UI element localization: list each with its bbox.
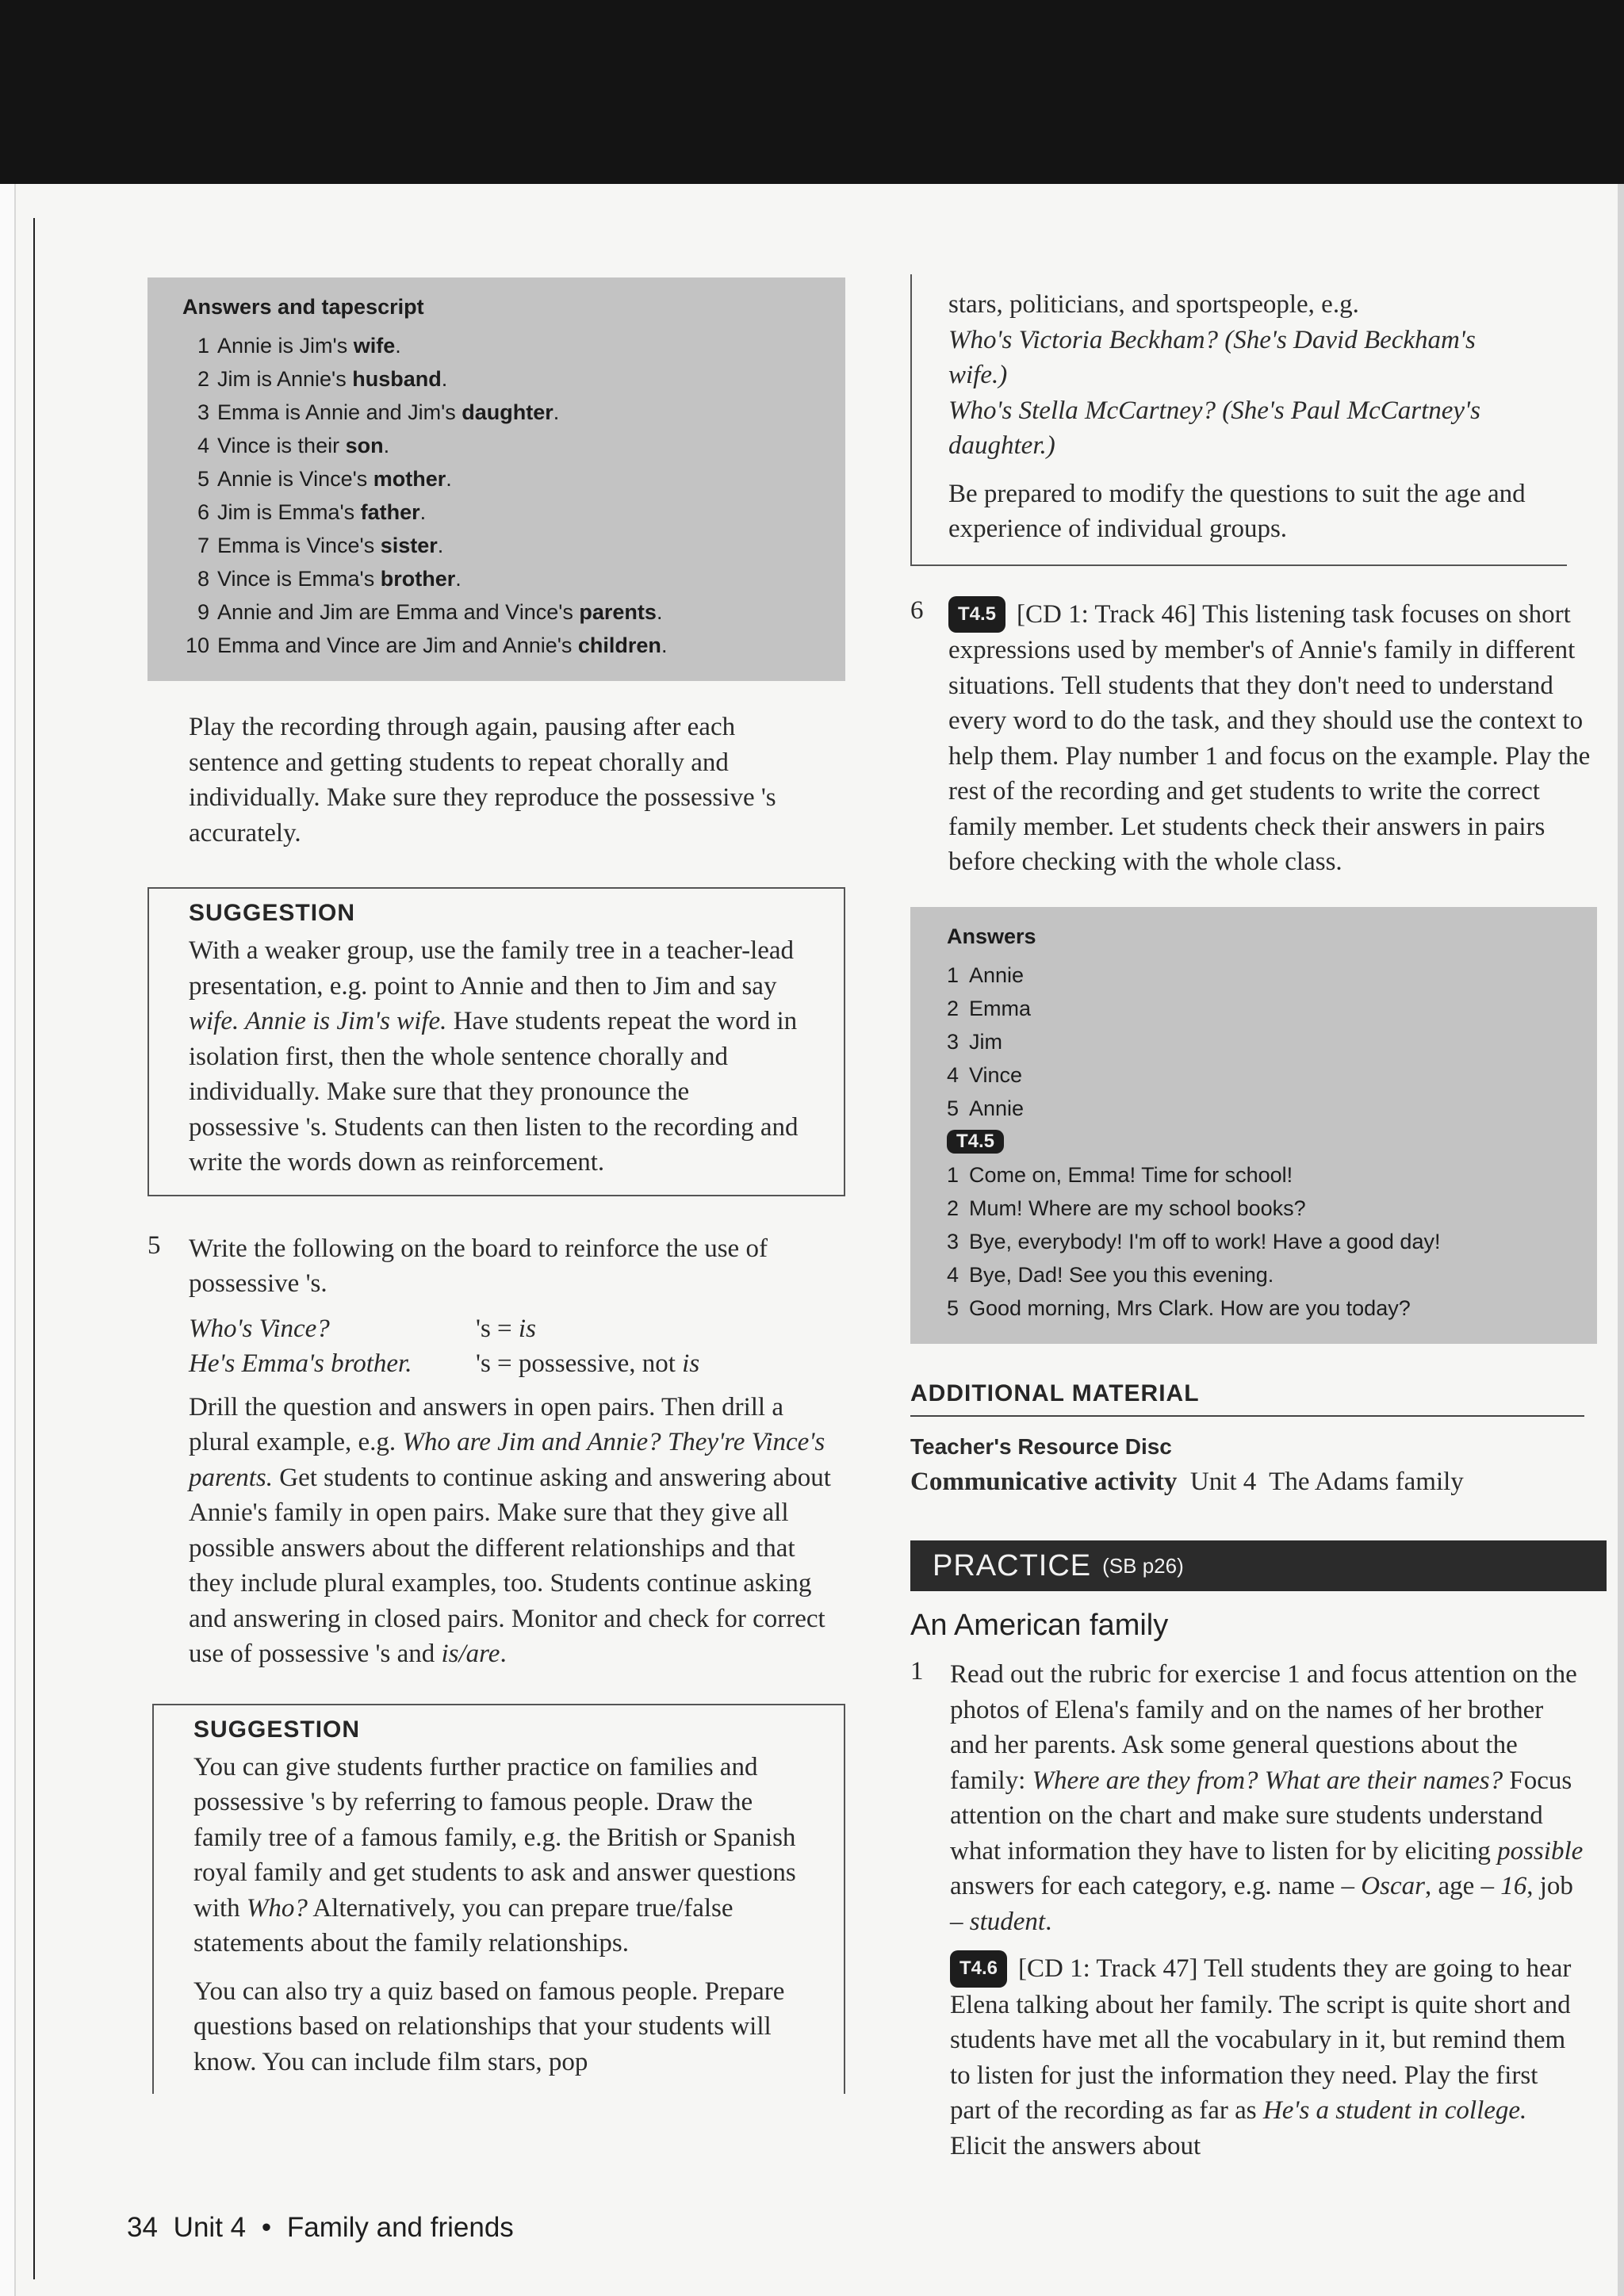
board-row-1-right: 's = is	[476, 1314, 536, 1343]
tapescript-text: Good morning, Mrs Clark. How are you today?	[969, 1295, 1411, 1320]
answer-line	[947, 959, 1565, 992]
answers-tapescript-heading: Answers and tapescript	[182, 295, 424, 319]
tapescript-text: Bye, Dad! See you this evening.	[969, 1262, 1274, 1287]
answer-text: Annie	[969, 962, 1025, 987]
answer-punct: .	[661, 633, 668, 657]
page-number: 34	[127, 2212, 158, 2243]
answer-line	[182, 396, 814, 429]
answers-box-2	[910, 907, 1597, 1344]
answer-text: Jim is Annie's	[217, 367, 353, 391]
american-family-heading: An American family	[910, 1609, 1169, 1642]
tapescript-text: Come on, Emma! Time for school!	[969, 1162, 1293, 1187]
answer-text: Vince is their	[217, 434, 346, 457]
tapescript-text: Mum! Where are my school books?	[969, 1196, 1306, 1220]
answer-text: Emma is Annie and Jim's	[217, 400, 462, 424]
answer-number: 7	[197, 534, 209, 557]
answer-text: Emma	[969, 996, 1032, 1020]
margin-rule	[33, 218, 35, 2279]
answer-line	[182, 362, 814, 396]
right-column	[910, 274, 1608, 2164]
answer-keyword: husband	[352, 367, 442, 391]
exercise-5-number: 5	[147, 1230, 161, 1260]
answers-tapescript-box	[147, 277, 845, 681]
answer-number: 6	[197, 500, 209, 524]
exercise-5-intro: Write the following on the board to reinforce the use of possessive 's.	[189, 1234, 768, 1298]
answer-punct: .	[383, 434, 390, 457]
board-row-2-right: 's = possessive, not is	[476, 1349, 700, 1378]
play-recording-paragraph: Play the recording through again, pausing after each sentence and getting students to repeat chorally and individually. Make sure they reproduce the possessive 's accurately.	[189, 713, 776, 848]
answer-number: 5	[947, 1096, 959, 1120]
answer-line	[182, 629, 814, 662]
answer-number: 3	[197, 400, 209, 424]
continued-text: stars, politicians, and sportspeople, e.g. Who's Victoria Beckham? (She's David Beckham's wife.) Who's Stella McCartney? (She's Paul McCartney's daughter.)	[948, 290, 1480, 460]
answer-text: Annie is Jim's	[217, 334, 354, 358]
exercise-6-text: T4.5 [CD 1: Track 46] This listening task focuses on short expressions used by member's of Annie's family in different situations. Tell students that they don't need to understand every word to do the task, and they should use the context to help them. Play number 1 and focus on the example. Play the rest of the recording and get students to write the correct family member. Let students check their answers in pairs before checking with the whole class.	[948, 596, 1608, 880]
answer-number: 10	[185, 633, 209, 657]
scan-dark-border	[0, 0, 1624, 184]
page-bleed-left	[0, 184, 16, 2296]
answer-line	[947, 1092, 1565, 1125]
answer-line	[947, 1025, 1565, 1058]
answer-text: Vince	[969, 1062, 1023, 1087]
answer-text: Annie is Vince's	[217, 467, 373, 491]
exercise-1	[910, 1657, 1584, 2164]
board-row-2-left: He's Emma's brother.	[189, 1349, 412, 1378]
board-example	[189, 1311, 845, 1382]
answer-number: 9	[197, 600, 209, 624]
answer-text: Jim is Emma's	[217, 500, 361, 524]
answer-number: 1	[947, 962, 959, 987]
answer-line	[947, 1058, 1565, 1092]
tapescript-text: Bye, everybody! I'm off to work! Have a good day!	[969, 1229, 1441, 1253]
answer-line	[182, 429, 814, 462]
tapescript-list	[947, 1158, 1565, 1325]
communicative-activity: Communicative activity Unit 4 The Adams family	[910, 1467, 1464, 1496]
tapescript-line	[947, 1258, 1565, 1292]
page-footer	[127, 2212, 514, 2244]
answer-line	[182, 329, 814, 362]
answer-keyword: daughter	[462, 400, 553, 424]
answer-punct: .	[441, 367, 448, 391]
answer-line	[182, 462, 814, 496]
exercise-6-number: 6	[910, 595, 924, 625]
answer-line	[947, 992, 1565, 1025]
suggestion-1-text: With a weaker group, use the family tree in a teacher-lead presentation, e.g. point to Annie and then to Jim and say wife. Annie is Jim's wife. Have students repeat the word in isolation first, then the whole sentence chorally and individually. Make sure that they pronounce the possessive 's. Students can then listen to the recording and write the words down as reinforcement.	[189, 936, 799, 1177]
answer-text: Emma is Vince's	[217, 534, 381, 557]
tapescript-number: 2	[947, 1196, 959, 1220]
page-edge-right	[1618, 184, 1624, 2296]
exercise-1-number: 1	[910, 1657, 924, 1686]
answer-punct: .	[419, 500, 427, 524]
continued-suggestion-box	[910, 274, 1567, 566]
t4-5-tapescript-tag-icon: T4.5	[947, 1130, 1004, 1154]
tapescript-number: 3	[947, 1229, 959, 1253]
answer-number: 4	[197, 434, 209, 457]
t4-6-tag-icon: T4.6	[950, 1950, 1007, 1988]
answer-punct: .	[437, 534, 444, 557]
suggestion-box-1	[147, 887, 845, 1196]
suggestion-box-2	[152, 1704, 845, 2095]
suggestion-title-2: SUGGESTION	[193, 1716, 361, 1743]
tapescript-line	[947, 1225, 1565, 1258]
answers-list	[182, 329, 814, 662]
answer-number: 4	[947, 1062, 959, 1087]
answer-keyword: parents	[579, 600, 657, 624]
answer-line	[182, 529, 814, 562]
answer-number: 2	[197, 367, 209, 391]
continued-modify-text: Be prepared to modify the questions to suit the age and experience of individual groups.	[948, 479, 1526, 543]
answer-text: Annie	[969, 1096, 1025, 1120]
answer-punct: .	[553, 400, 560, 424]
footer-title: Family and friends	[286, 2212, 514, 2243]
answer-keyword: brother	[380, 567, 456, 591]
answers-list-2	[947, 959, 1565, 1125]
tapescript-line	[947, 1192, 1565, 1225]
answer-number: 8	[197, 567, 209, 591]
practice-header	[910, 1540, 1607, 1591]
answer-keyword: mother	[373, 467, 446, 491]
tapescript-number: 4	[947, 1262, 959, 1287]
board-row-1-left: Who's Vince?	[189, 1314, 330, 1343]
left-column	[147, 277, 845, 2094]
additional-material	[910, 1380, 1584, 1500]
answer-text: Emma and Vince are Jim and Annie's	[217, 633, 578, 657]
answer-keyword: children	[577, 633, 661, 657]
answer-keyword: wife	[353, 334, 396, 358]
suggestion-title-1: SUGGESTION	[189, 900, 356, 926]
exercise-6	[910, 596, 1608, 880]
answer-punct: .	[455, 567, 462, 591]
exercise-5	[147, 1231, 845, 1672]
tapescript-number: 1	[947, 1162, 959, 1187]
additional-divider	[910, 1415, 1584, 1417]
practice-title: PRACTICE	[933, 1548, 1092, 1582]
answer-line	[182, 496, 814, 529]
teachers-resource-disc: Teacher's Resource Disc	[910, 1433, 1172, 1459]
answer-keyword: father	[360, 500, 420, 524]
footer-unit: Unit 4	[173, 2212, 247, 2243]
answer-punct: .	[656, 600, 663, 624]
answers-heading-2: Answers	[947, 924, 1036, 948]
exercise-1-text: Read out the rubric for exercise 1 and focus attention on the photos of Elena's family and on the names of her brother and her parents. Ask some general questions about the family: Where are they from? What are their names? Focus attention on the chart and make sure students understand what information they have to listen for by eliciting possible answers for each category, e.g. name – Oscar, age – 16, job – student.	[950, 1660, 1584, 1936]
answer-line	[182, 595, 814, 629]
answer-text: Jim	[969, 1029, 1002, 1054]
answer-number: 2	[947, 996, 959, 1020]
tapescript-number: 5	[947, 1295, 959, 1320]
suggestion-2-quiz: You can also try a quiz based on famous people. Prepare questions based on relationships that your students will know. You can include film stars, pop	[193, 1976, 785, 2076]
answer-text: Annie and Jim are Emma and Vince's	[217, 600, 580, 624]
t4-5-tag-icon: T4.5	[948, 596, 1005, 633]
answer-number: 1	[197, 334, 209, 358]
suggestion-2-text: You can give students further practice on families and possessive 's by referring to famous people. Draw the family tree of a famous family, e.g. the British or Spanish royal family and get students to ask and answer questions with Who? Alternatively, you can prepare true/false statements about the family relationships.	[193, 1752, 796, 1957]
footer-bullet: •	[261, 2212, 272, 2243]
answer-punct: .	[395, 334, 401, 358]
answer-keyword: son	[345, 434, 384, 457]
answer-number: 3	[947, 1029, 959, 1054]
practice-page-ref: (SB p26)	[1102, 1553, 1184, 1578]
exercise-5-text: Drill the question and answers in open pairs. Then drill a plural example, e.g. Who are Jim and Annie? They're Vince's parents. Get students to continue asking and answering about Annie's family in open pairs. Make sure that they give all possible answers about the different relationships and that they include plural examples, too. Students continue asking and answering in closed pairs. Monitor and check for correct use of possessive 's and is/are.	[189, 1392, 831, 1668]
answer-punct: .	[446, 467, 452, 491]
answer-keyword: sister	[380, 534, 438, 557]
tapescript-line	[947, 1292, 1565, 1325]
exercise-1-listening: T4.6 [CD 1: Track 47] Tell students they are going to hear Elena talking about her family. The script is quite short and students have met all the vocabulary in it, but remind them to listen for just the information they need. Play the first part of the recording as far as He's a student in college. Elicit the answers about	[950, 1950, 1584, 2164]
answer-line	[182, 562, 814, 595]
tapescript-line	[947, 1158, 1565, 1192]
answer-number: 5	[197, 467, 209, 491]
answer-text: Vince is Emma's	[217, 567, 381, 591]
additional-material-title: ADDITIONAL MATERIAL	[910, 1380, 1200, 1406]
